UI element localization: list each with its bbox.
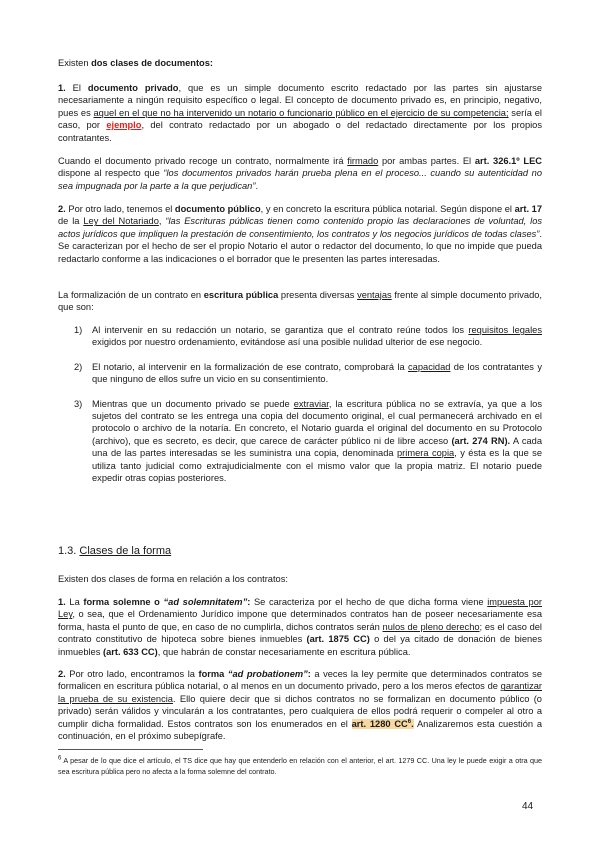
latin-term: “ad solemnitatem”: [163, 597, 248, 607]
section-title: Clases de la forma: [79, 545, 172, 557]
term-escritura-publica: escritura pública: [203, 290, 279, 300]
paragraph-documento-privado: 1. El documento privado, que es un simple documento escrito redactado por las partes sin ajustarse necesariamente a ningún requisito específico o legal. El concepto de documento privado es, en principio, negativo, pues es aquel en el que no ha intervenido un notario o funcionario público en el ejercicio de su competencia; sería el caso, por ejemplo, del contrato redactado por un abogado o del redactado directamente por los propios contratantes.: [58, 83, 543, 143]
advantages-list: [58, 324, 542, 484]
paragraph-firmado: Cuando el documento privado recoge un contrato, normalmente irá firmado por ambas partes. El art. 326.1º LEC dispone al respecto que “los documentos privados harán prueba plena en el proceso... cuando su autenticidad no sea impugnada por la parte a la que perjudican”.: [58, 156, 542, 191]
page-number: 44: [522, 801, 534, 812]
section-heading: [58, 545, 171, 558]
list-item: 1) Al intervenir en su redacción un notario, se garantiza que el contrato reúne todos los requisitos legales exigidos por nuestro ordenamiento, evitándose así una posible nulidad ulterior de ese negocio.: [74, 325, 542, 348]
footnote: [58, 755, 542, 777]
term-documento-privado: documento privado: [87, 83, 179, 93]
footnote-text: A pesar de lo que dice el artículo, el TS dice que hay que entenderlo en relación con el anterior, el art. 1279 CC. Una ley le puede exigir a otra que sea escritura pública pero no afecta a la forma solemne del contrato.: [58, 756, 542, 777]
ejemplo-emphasis: ejemplo: [106, 120, 142, 131]
article-reference: (art. 1875 CC): [306, 634, 370, 645]
list-number: 1): [74, 325, 83, 335]
list-item: 2) El notario, al intervenir en la formalización de ese contrato, comprobará la capacidad de los contratantes y que ninguno de ellos sufre un vicio en su consentimiento.: [74, 361, 542, 385]
paragraph-escritura-publica: La formalización de un contrato en escritura pública presenta diversas ventajas frente al simple documento privado, que son:: [58, 290, 542, 313]
highlighted-article: art. 1280 $CC^6$.: [351, 718, 414, 729]
intro-text: Existen: [58, 58, 92, 68]
article-reference: (art. 274 RN).: [451, 435, 511, 446]
term-forma: forma: [198, 669, 225, 679]
term-forma-solemne: forma solemne o: [83, 597, 160, 607]
article-reference: art. 17: [514, 204, 542, 214]
paragraph-forma-solemne: 1. La forma solemne o “ad solemnitatem”: Se caracteriza por el hecho de que dicha forma viene impuesta por Ley, o sea, que el Ordenamiento Jurídico impone que determinados contratos han de poseer necesariamente esa forma, hasta el punto de que, en caso de no cumplirla, dichos contratos serán nulos de pleno derecho; es el caso del contrato constitutivo de hipoteca sobre bienes inmuebles (art. 1875 CC) o del ya citado de donación de bienes inmuebles (art. 633 CC), que habrán de constar necesariamente en escritura pública.: [58, 597, 543, 657]
footnote-divider: [58, 749, 203, 750]
term-documento-publico: documento público: [174, 204, 261, 214]
footnote-number: 6: [58, 755, 62, 762]
article-reference: (art. 633 CC): [102, 646, 158, 657]
list-item: 3) Mientras que un documento privado se puede extraviar, la escritura pública no se extravía, ya que a los sujetos del contrato se les entrega una copia del documento original, el cual permanecerá archivado en el protocolo o archivo de la notaría. En concreto, el Notario guarda el original del documento en su Protocolo (archivo), que es secreto, es decir, que carece de carácter público ni de libre acceso (art. 274 RN). A cada una de las partes interesadas se les suministra una copia, denominada primera copia, y ésta es la que se utiliza tanto judicial como extrajudicialmente con el mismo valor que la propia matriz. El notario puede expedir otras copias posteriores.: [74, 398, 542, 484]
list-number: 3): [74, 398, 83, 409]
legal-quote: “los documentos privados harán prueba plena en el proceso... cuando su autenticidad no sea impugnada por la parte a la que perjudican”: [58, 168, 542, 191]
paragraph-clases-forma: Existen dos clases de forma en relación a los contratos:: [58, 574, 288, 584]
intro-bold-text: dos clases de documentos:: [91, 58, 214, 68]
latin-term: “ad probationem”: [227, 669, 308, 679]
section-number: 1.3.: [58, 545, 77, 557]
paragraph-documento-publico: 2. Por otro lado, tenemos el documento público, y en concreto la escritura pública notarial. Según dispone el art. 17 de la Ley del Notariado, “las Escrituras públicas tienen como contenido propio las declaraciones de voluntad, los actos jurídicos que impliquen la prestación de consentimiento, los contratos y los negocios jurídicos de todas clases”. Se caracterizan por el hecho de ser el propio Notario el autor o redactor del documento, lo que no impide que pueda redactarlo conforme a las indicaciones o el borrador que le presenten las partes interesadas.: [58, 204, 543, 264]
article-reference: art. 326.1º LEC: [474, 156, 542, 166]
list-number: 2): [74, 361, 83, 372]
paragraph-forma-probationem: 2. Por otro lado, encontramos la forma “ad probationem”: a veces la ley permite que determinados contratos se formalicen en escritura pública notarial, o al menos en un documento privado, pero a los meros efectos de garantizar la prueba de su existencia. Ello quiere decir que si dichos contratos no se formalizan en documento público (o privado) serán válidos y vincularán a los contratantes, pero cualquiera de ellos podrá requerir o compeler al otro a cumplir dicha formalidad. Estos contratos son los enumerados en el art. 1280 $CC^6$. Analizaremos esta cuestión a continuación, en el próximo subepígrafe.: [58, 669, 542, 742]
intro-paragraph: [58, 57, 542, 69]
legal-quote: “las Escrituras públicas tienen como contenido propio las declaraciones de voluntad, los actos jurídicos que impliquen la prestación de consentimiento, los contratos y los negocios jurídicos de todas clases”: [58, 216, 543, 239]
footnote-marker[interactable]: 6: [407, 718, 412, 725]
